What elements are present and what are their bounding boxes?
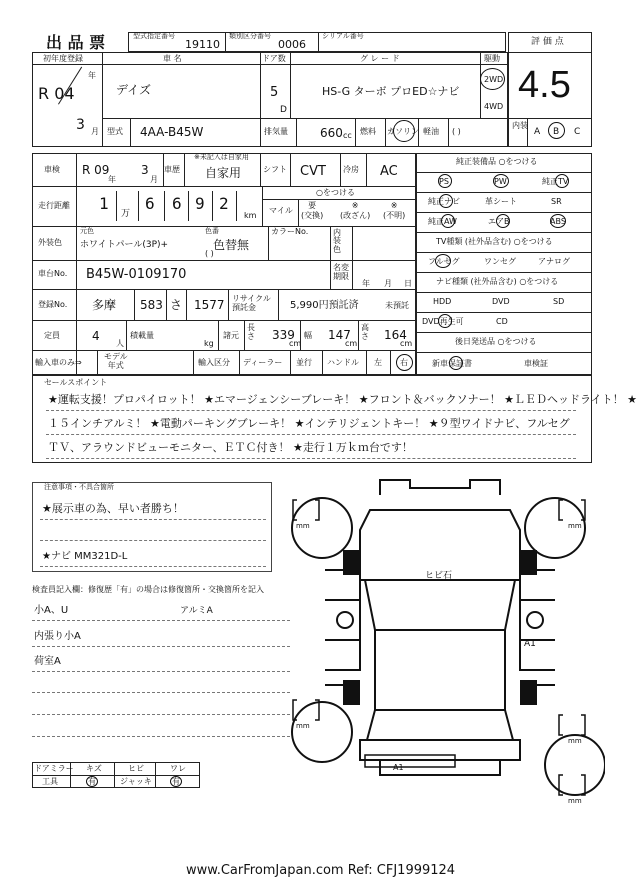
tv-title: TV種類 (社外品含む) ○をつける <box>436 237 553 246</box>
capacity-unit: 人 <box>116 339 124 348</box>
tv-circle <box>555 174 569 188</box>
right-side <box>520 570 555 670</box>
reg-kana: さ <box>170 298 183 312</box>
later-title: 後日発送品 ○をつける <box>455 337 537 346</box>
abs-circle <box>550 214 566 228</box>
import-label: 輸入車のみ⇒ <box>35 358 82 367</box>
shaken-value: R 09 <box>82 163 110 177</box>
score-label: 評 価 点 <box>531 37 564 47</box>
mile-label: マイル <box>269 206 293 215</box>
shaken-label: 車検 <box>44 165 60 174</box>
shift-label: シフト <box>263 165 287 174</box>
dims-label: 諸元 <box>223 331 239 340</box>
color-no-label: 色番 <box>205 227 219 235</box>
mm-rr: mm <box>568 737 582 745</box>
jack-circle <box>170 776 182 787</box>
disp-unit: cc <box>343 131 352 140</box>
hgt-value: 164 <box>384 328 407 342</box>
mileage-digit-5: 2 <box>219 194 229 213</box>
ps-circle <box>438 174 452 188</box>
equip-ps: PS <box>439 177 449 186</box>
nc-month: 月 <box>384 279 392 288</box>
inspector-label: 検査員記入欄：修復歴「有」の場合は修復箇所・交換箇所を記入 <box>32 585 264 594</box>
legend-h-2: キズ <box>86 764 102 773</box>
shaken-month-unit: 月 <box>150 175 158 184</box>
bracket-rr <box>559 715 585 735</box>
fuel-circle <box>393 120 415 142</box>
notes-line-1: ★展示車の為、早い者勝ち！ <box>42 502 184 515</box>
capacity-value: 4 <box>92 329 100 343</box>
doors-value: 5 <box>270 85 279 100</box>
drive-4wd: 4WD <box>484 102 504 111</box>
navi-dvd: DVD <box>492 297 510 306</box>
load-label: 積載量 <box>130 331 154 340</box>
windshield <box>365 580 515 630</box>
hgt-label: 高さ <box>361 323 369 341</box>
shift-value: CVT <box>300 164 326 179</box>
reg-number: 1577 <box>194 298 225 312</box>
first-reg-year: R 04 <box>38 84 75 103</box>
repaint-value: 色替無 <box>213 238 250 252</box>
fullseg-circle <box>435 254 451 268</box>
tv-fullseg: フルセグ <box>428 257 460 266</box>
year-unit: 年 <box>88 71 96 80</box>
drive-circle <box>480 68 505 90</box>
handle-right: 右 <box>400 358 408 367</box>
equip-sr: SR <box>551 197 562 206</box>
first-reg-month: 3 <box>76 117 85 133</box>
fuel-gas: ガソリン <box>387 127 419 136</box>
hgt-unit: cm <box>400 339 413 348</box>
car-name: デイズ <box>116 83 152 97</box>
later-shakensho: 車検証 <box>524 359 548 368</box>
mileage-digit-4: 9 <box>195 194 205 213</box>
mileage-digit-3: 6 <box>172 194 182 213</box>
mirror-right <box>527 612 543 628</box>
mileage-km-unit: km <box>244 211 257 220</box>
legend-r-3: ジャッキ <box>120 777 152 786</box>
navi-cd: CD <box>496 317 508 326</box>
color-label: 外装色 <box>38 238 62 247</box>
mm-fl: mm <box>296 522 310 530</box>
wid-label: 幅 <box>304 331 312 340</box>
mirror-left <box>337 612 353 628</box>
wheel-fl <box>343 550 360 575</box>
load-unit: kg <box>204 339 214 348</box>
dealer-option: ディーラー <box>243 358 283 367</box>
hood <box>360 510 520 580</box>
wid-unit: cm <box>345 339 358 348</box>
interior-label: 内装 <box>512 121 528 130</box>
car-damage-diagram <box>285 470 605 815</box>
inspect-item-2: 内張り小A <box>34 631 81 642</box>
mm-spare: mm <box>568 797 582 805</box>
private-note: ※未記入は自家用 <box>194 153 249 161</box>
colorno-label: カラーNo. <box>271 227 309 236</box>
reg-class: 583 <box>140 298 163 312</box>
car-name-label: 車 名 <box>163 54 182 63</box>
swap-label: 要 (交換) <box>301 201 324 220</box>
sales-line-1: ★運転支援！プロパイロット！ ★エマージェンシーブレーキ！ ★フロント＆バックソナー！ ★ＬＥＤヘッドライト！ ★ <box>48 393 638 406</box>
rear-window <box>367 710 513 740</box>
pw-circle <box>493 174 509 188</box>
warranty-circle <box>449 356 463 370</box>
check-note: ○をつける <box>316 188 355 197</box>
mileage-label: 走行距離 <box>38 201 70 210</box>
equip-airbag: エアB <box>488 217 510 226</box>
disp-value: 660 <box>320 126 343 140</box>
reg-label: 登録No. <box>38 300 68 309</box>
dvd-play-circle <box>438 314 452 328</box>
sheet-title: 出 品 票 <box>46 33 106 52</box>
drive-2wd: 2WD <box>484 75 504 84</box>
grade-value: HS-G ターボ プロED☆ナビ <box>322 85 460 98</box>
fuel-label: 燃料 <box>360 127 376 136</box>
grade-label: グ レ ー ド <box>360 54 400 63</box>
tamper-label: ※ (改ざん) <box>340 201 371 220</box>
side-mark: A1 <box>524 639 536 649</box>
int-a: A <box>534 127 541 137</box>
int-color-label: 内装色 <box>333 228 341 254</box>
disp-label: 排気量 <box>264 127 288 136</box>
navi-dvd-play: DVD再生可 <box>422 317 464 326</box>
windshield-mark: ヒビ石 <box>425 571 453 581</box>
len-unit: cm <box>289 339 302 348</box>
left-side <box>325 570 360 670</box>
name-change-label: 名変期限 <box>333 263 349 281</box>
sales-line-3: ＴＶ、アラウンドビューモニター、ＥＴＣ付き！ ★走行１万ｋｍ台です！ <box>48 441 413 454</box>
month-unit: 月 <box>91 127 99 136</box>
cool-value: AC <box>380 164 398 179</box>
len-value: 339 <box>272 328 295 342</box>
inspect-item-3: 荷室A <box>34 656 61 667</box>
type-no: 19110 <box>185 38 220 51</box>
serial-label: シリアル番号 <box>322 32 364 40</box>
len-label: 長さ <box>247 323 255 341</box>
model-year-label: モデル 年式 <box>104 352 128 370</box>
type-no-label: 型式指定番号 <box>133 32 175 40</box>
shaken-month: 3 <box>141 163 149 177</box>
inspect-item-1: 小A、U <box>34 605 69 616</box>
wheel-fr <box>520 550 537 575</box>
legend-r-1: 工具 <box>42 777 58 786</box>
parallel-option: 並行 <box>296 358 312 367</box>
roof <box>375 630 505 710</box>
rear-mark: A1 <box>393 763 404 772</box>
tire-rear-left <box>292 702 352 762</box>
mileage-digit-2: 6 <box>145 194 155 213</box>
int-c: C <box>574 127 581 137</box>
model-value: 4AA-B45W <box>140 125 204 139</box>
equip-tv: 純正TV <box>542 177 569 186</box>
class-no: 0006 <box>278 38 306 51</box>
capacity-label: 定員 <box>44 331 60 340</box>
recycle-not: 未預託 <box>385 301 409 310</box>
equip-pw: PW <box>494 177 507 186</box>
footer-watermark: www.CarFromJapan.com Ref: CFJ1999124 <box>186 863 456 878</box>
handle-circle <box>396 354 413 371</box>
reg-area: 多摩 <box>92 298 117 312</box>
mileage-man-unit: 万 <box>121 209 131 219</box>
equip-title: 純正装備品 ○をつける <box>456 157 538 166</box>
rear-gate <box>360 740 520 760</box>
equip-navi: 純正ナビ <box>428 197 460 206</box>
mileage-digit-1: 1 <box>99 194 109 213</box>
nc-year: 年 <box>362 279 370 288</box>
navi-title: ナビ種類 (社外品含む) ○をつける <box>436 277 559 286</box>
shaken-year-unit: 年 <box>108 175 116 184</box>
wheel-rr <box>520 680 537 705</box>
score-value: 4.5 <box>518 64 571 106</box>
navi-circle <box>439 194 453 208</box>
handle-label: ハンドル <box>327 358 359 367</box>
recycle-value: 5,990円預託済 <box>290 300 359 311</box>
tv-analog: アナログ <box>538 257 570 266</box>
navi-hdd: HDD <box>433 297 452 306</box>
legend-r-2: 有 <box>88 777 96 786</box>
notes-label: 注意事項・不具合箇所 <box>44 483 114 491</box>
fuel-other: ( ) <box>452 127 461 136</box>
airbag-circle <box>496 214 510 228</box>
aw-circle <box>441 214 455 228</box>
chassis-label: 車台No. <box>38 269 68 278</box>
recycle-label: リサイクル 預託金 <box>232 294 271 313</box>
notes-line-2: ★ナビ MM321D-L <box>42 551 128 562</box>
use-value: 自家用 <box>205 166 242 180</box>
doors-sub: D <box>280 105 287 115</box>
legend-r-4: 有 <box>172 777 180 786</box>
fuel-diesel: 軽油 <box>423 127 439 136</box>
int-b: B <box>553 127 560 137</box>
navi-sd: SD <box>553 297 565 306</box>
legend-h-4: ワレ <box>170 764 186 773</box>
unknown-label: ※ (不明) <box>383 201 406 220</box>
mm-fr: mm <box>568 522 582 530</box>
drive-label: 駆動 <box>484 54 500 63</box>
first-reg-label: 初年度登録 <box>43 54 83 63</box>
wheel-rl <box>343 680 360 705</box>
sales-line-2: １５インチアルミ！ ★電動パーキングブレーキ！ ★インテリジェントキー！ ★９型ワイドナビ、フルセグ <box>48 417 570 430</box>
equip-abs: ABS <box>550 217 566 226</box>
wid-value: 147 <box>328 328 351 342</box>
legend-h-1: ドアミラー <box>34 764 74 773</box>
color-value: ホワイトパール(3P)+ <box>80 240 169 250</box>
interior-circle <box>548 122 565 139</box>
equip-leather: 革シート <box>485 197 517 206</box>
orig-color-label: 元色 <box>80 227 94 235</box>
nc-day: 日 <box>404 279 412 288</box>
color-paren: ( ) <box>205 249 214 258</box>
cool-label: 冷房 <box>343 165 359 174</box>
doors-label: ドア数 <box>262 54 286 63</box>
handle-left: 左 <box>374 358 382 367</box>
inspect-item-1-right: アルミA <box>180 606 213 616</box>
sales-label: セールスポイント <box>44 378 108 387</box>
front-bumper <box>380 480 500 495</box>
class-no-label: 類別区分番号 <box>229 32 271 40</box>
legend-h-3: ヒビ <box>128 764 144 773</box>
use-label: 車歴 <box>164 165 180 174</box>
mm-rl: mm <box>296 722 310 730</box>
tools-circle <box>86 776 98 787</box>
chassis-value: B45W-0109170 <box>86 267 187 282</box>
later-warranty: 新車保証書 <box>432 359 472 368</box>
tv-oneseg: ワンセグ <box>484 257 516 266</box>
equip-aw: 純正AW <box>428 217 457 226</box>
import-cat-label: 輸入区分 <box>198 358 230 367</box>
model-label: 型式 <box>107 127 123 136</box>
